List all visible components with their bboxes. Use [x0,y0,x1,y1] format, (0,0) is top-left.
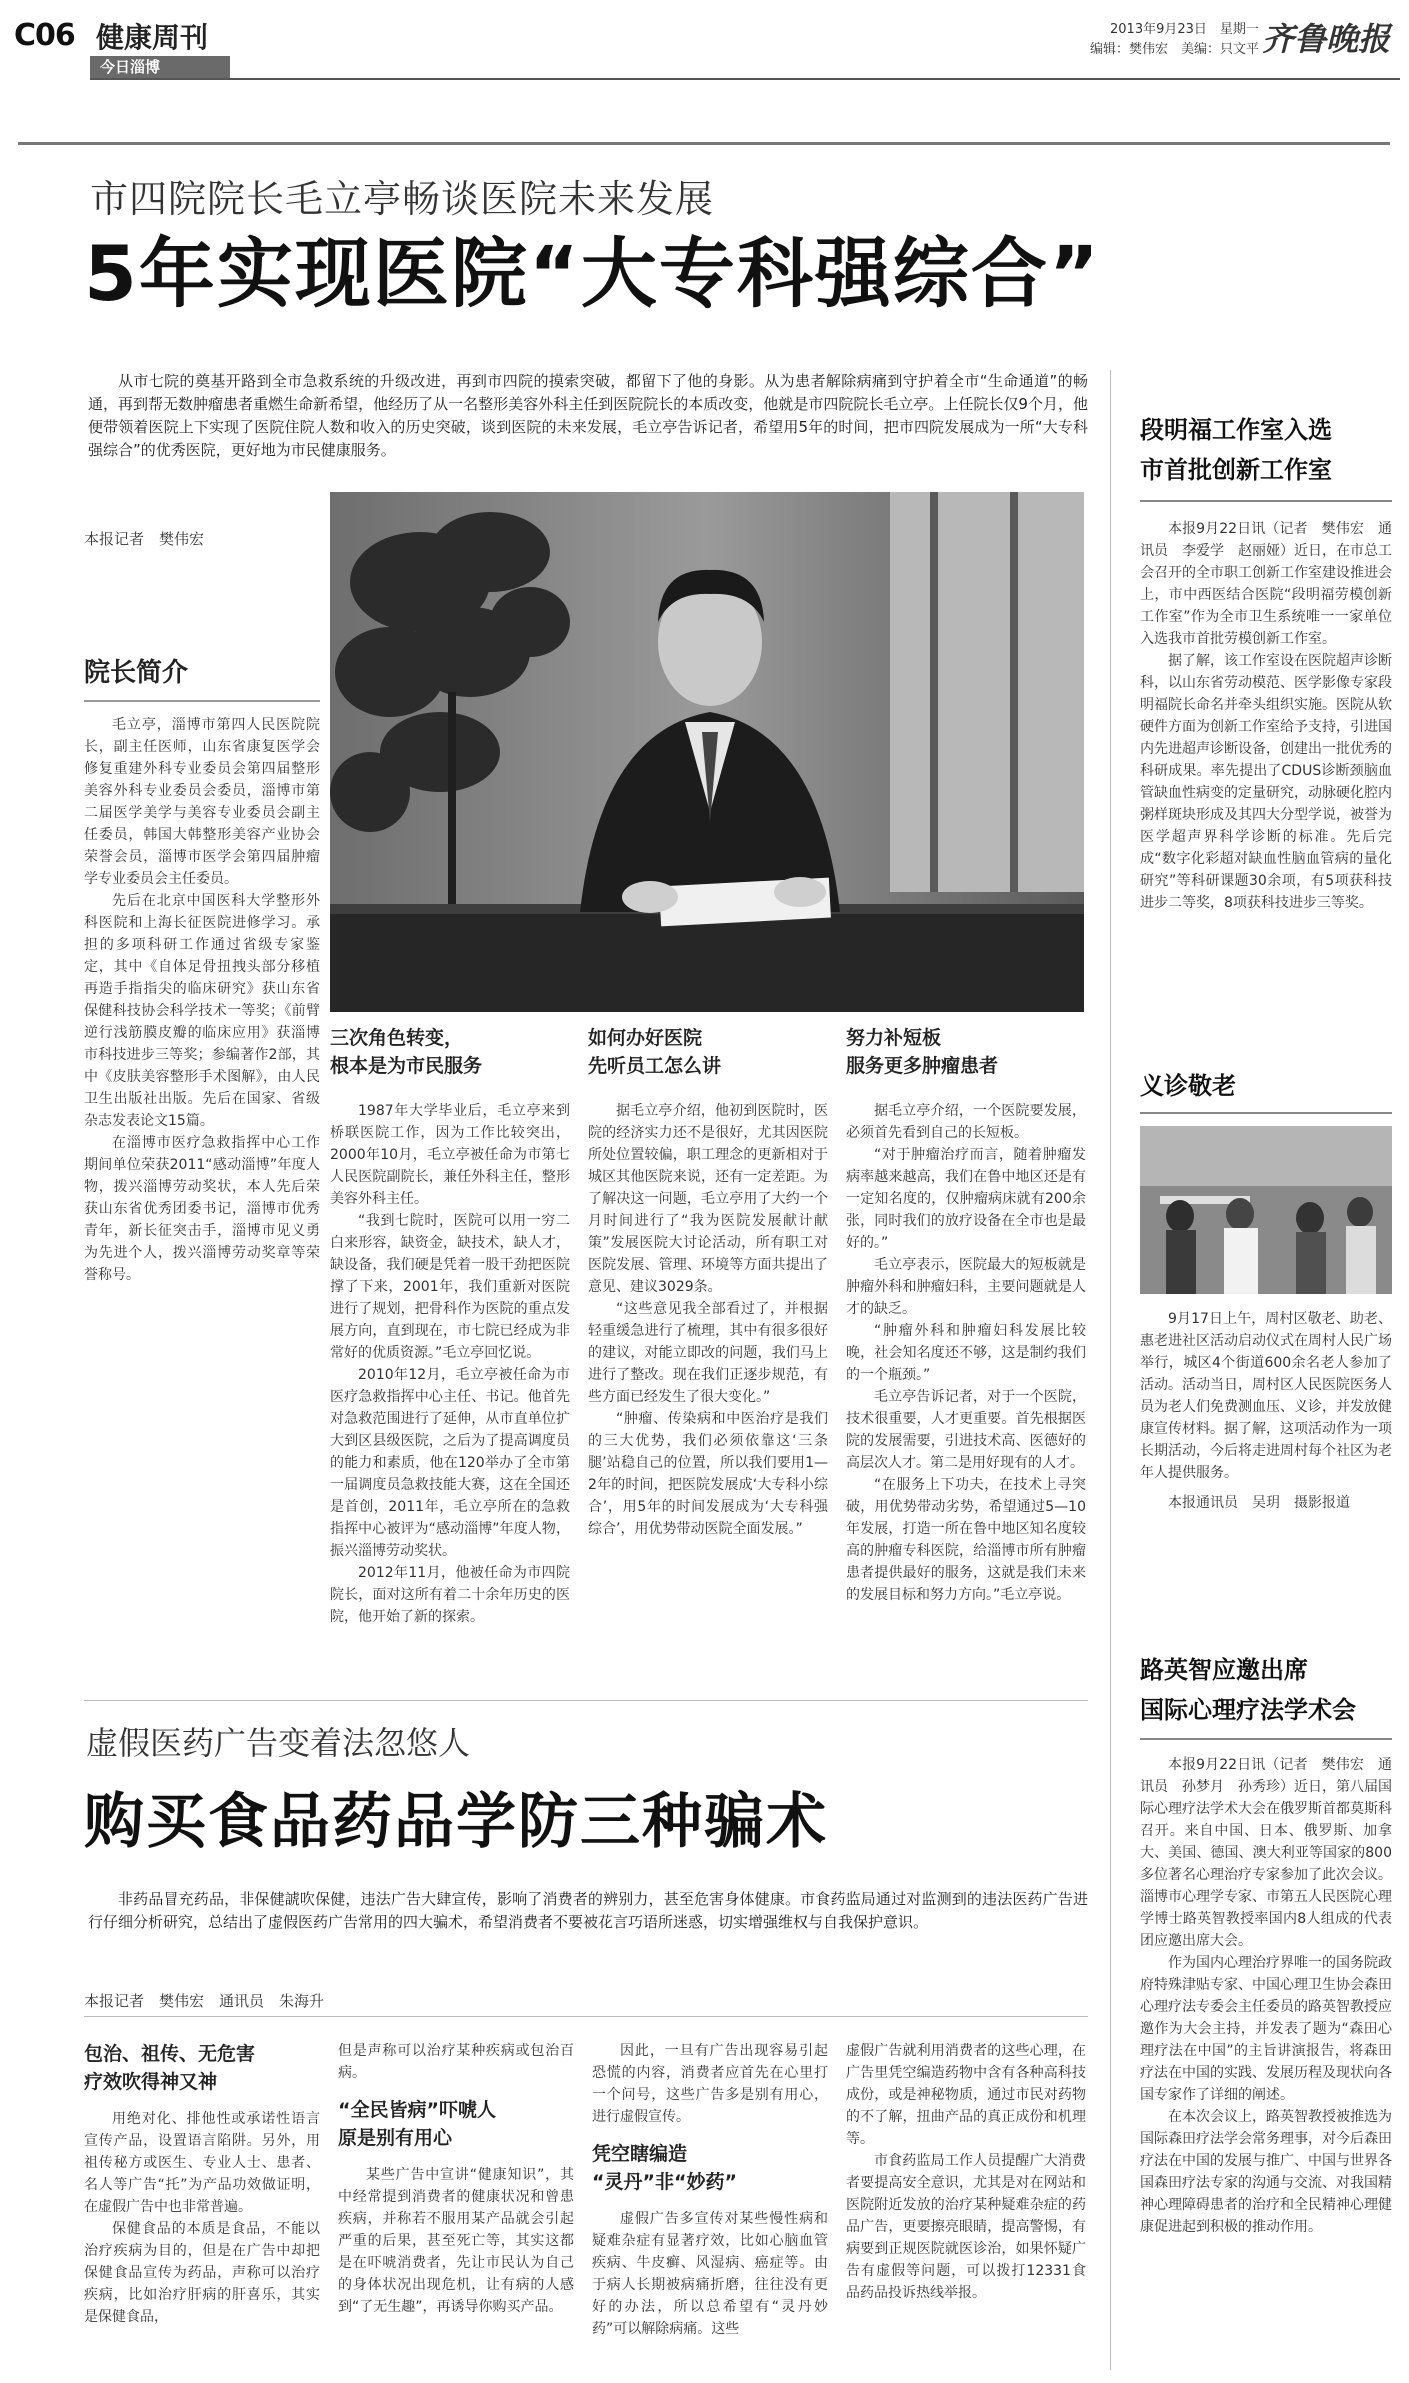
article2-column [592,2040,828,2340]
article1-column [330,1024,570,1628]
profile-paragraph: 在淄博市医疗急救指挥中心工作期间单位荣获2011“感动淄博”年度人物，拨兴淄博劳动奖状，本人先后荣获山东省优秀团委书记，淄博市优秀青年，新长征突击手，淄博市见义勇为先进个人，拨兴淄博劳动奖章等荣誉称号。 [84,1135,320,1283]
sidebar-news-3 [1140,1650,1392,2238]
column-heading: “全民皆病”吓唬人 [338,2099,496,2121]
article2-headline: 购买食品药品学防三种骗术 [84,1787,828,1857]
page-header [0,0,1409,76]
profile-paragraph: 毛立亭，淄博市第四人民医院院长，副主任医师，山东省康复医学会修复重建外科专业委员会第四届整形美容外科专业委员会委员，淄博市第二届医学美学与美容专业委员会副主任委员，韩国大韩整形美容产业协会荣誉会员，淄博市医学会第四届肿瘤学专业委员会主任委员。 [84,717,320,887]
column-paragraph: 1987年大学毕业后，毛立亭来到桥联医院工作，因为工作比较突出，2000年10月，毛立亭被任命为市第七人民医院副院长，兼任外科主任，整形美容外科主任。 [330,1103,570,1207]
column-paragraph: 但是声称可以治疗某种疾病或包治百病。 [338,2043,574,2081]
article1-byline: 本报记者 樊伟宏 [84,530,205,548]
column-paragraph: 用绝对化、排他性或承诺性语言宣传产品，设置语言陷阱。另外，用祖传秘方或医生、专业人士、患者、名人等广告“托”为产品功效做证明，在虚假广告中也非常普遍。 [84,2111,320,2215]
sidebar-title: 路英智应邀出席 [1140,1656,1308,1684]
article1-headline: 5年实现医院“大专科强综合” [84,229,1101,318]
article2-column [338,2040,574,2318]
column-paragraph: “我到七院时，医院可以用一穷二白来形容，缺资金，缺技术，缺人才，缺设备，我们硬是凭着一股干劲把医院撑了下来，2001年，我们重新对医院进行了规划，把骨科作为医院的重点发展方向，直到现在，市七院已经成为非常好的优质资源。”毛立亭回忆说。 [330,1213,570,1361]
sidebar-paragraph: 在本次会议上，路英智教授被推选为国际森田疗法学会常务理事，对今后森田疗法在中国的发展与推广、中国与世界各国森田疗法专家的沟通与交流、对我国精神心理障碍患者的治疗和全民精神心理健康促进起到积极的推动作用。 [1140,2109,1392,2235]
sidebar-paragraph: 本报9月22日讯（记者 樊伟宏 通讯员 李爱学 赵丽娅）近日，在市总工会召开的全市职工创新工作室建设推进会上，市中西医结合医院“段明福劳模创新工作室”作为全市卫生系统唯一一家单位入选我市首批劳模创新工作室。 [1140,521,1392,647]
sidebar-paragraph: 作为国内心理治疗界唯一的国务院政府特殊津贴专家、中国心理卫生协会森田心理疗法专委会主任委员的路英智教授应邀作为大会主持，并发表了题为“森田心理疗法在中国”的主旨讲演报告，将森田疗法在中国的实践、发展历程及现状向各国专家作了详细的阐述。 [1140,1955,1392,2103]
column-paragraph: “肿瘤、传染病和中医治疗是我们的三大优势，我们必须依靠这‘三条腿’站稳自己的位置，所以我们要用1—2年的时间，把医院发展成‘大专科小综合’，用5年的时间发展成为‘大专科强综合’，用优势带动医院全面发展。” [588,1411,828,1537]
column-paragraph: 市食药监局工作人员提醒广大消费者要提高安全意识，尤其是对在网站和医院附近发放的治疗某种疑难杂症的药品广告，更要擦亮眼睛，提高警惕，有病要到正规医院就医诊治，如果怀疑广告有虚假等问题，可以拨打12331食品药品投诉热线举报。 [846,2153,1086,2301]
date-line: 2013年9月23日 星期一 [1110,22,1259,37]
sidebar-rule [1140,1112,1392,1114]
column-paragraph: “在服务上下功夫，在技术上寻突破，用优势带动劣势，希望通过5—10年发展，打造一所在鲁中地区知名度较高的肿瘤专科医院，给淄博市所有肿瘤患者提供最好的服务，这就是我们未来的发展目标和努力方向。”毛立亭说。 [846,1477,1086,1603]
top-rule [18,142,1390,145]
column-heading: 努力补短板 [846,1027,942,1049]
column-heading: 凭空瞎编造 [592,2143,688,2165]
sidebar-divider [1110,370,1111,2370]
editor-line: 编辑：樊伟宏 美编：只文平 [1090,42,1260,57]
column-heading: 如何办好医院 [588,1027,703,1049]
column-subheading: 先听员工怎么讲 [588,1055,722,1077]
article1-kicker: 市四院院长毛立亭畅谈医院未来发展 [90,177,715,221]
profile-paragraph: 先后在北京中国医科大学整形外科医院和上海长征医院进修学习。承担的多项科研工作通过省级专家鉴定，其中《自体足骨扭拽头部分移植再造手指指尖的临床研究》获山东省保健科技协会科学技术一等奖；《前臂逆行浅筋膜皮瓣的临床应用》获淄博市科技进步三等奖；参编著作2部，其中《皮肤美容整形手术图解》，由人民卫生出版社出版。先后在国家、省级杂志发表论文15篇。 [84,893,320,1129]
column-paragraph: 毛立亭表示，医院最大的短板就是肿瘤外科和肿瘤妇科，主要问题就是人才的缺乏。 [846,1257,1086,1317]
page-number: C06 [14,18,75,53]
article1-column [588,1024,828,1540]
portrait-photo-drawing [330,492,1084,1012]
column-paragraph: 2012年11月，他被任命为市四院院长，面对这所有着二十余年历史的医院，他开始了新的探索。 [330,1565,570,1625]
sidebar-title: 国际心理疗法学术会 [1140,1696,1356,1724]
sidebar-news-2 [1140,1066,1392,1514]
column-subheading: “灵丹”非“妙药” [592,2171,737,2193]
portrait-photo [330,492,1084,1012]
article2-lead: 非药品冒充药品，非保健諕吹保健，违法广告大肆宣传，影响了消费者的辨别力，甚至危害身体健康。市食药监局通过对监测到的违法医药广告进行仔细分析研究，总结出了虚假医药广告常用的四大骗术，希望消费者不要被花言巧语所迷惑，切实增强维权与自我保护意识。 [88,1890,1088,1931]
subsection-bar [90,56,230,78]
profile-rule [84,700,320,702]
sidebar-title: 义诊敬老 [1140,1072,1236,1100]
sidebar-title: 市首批创新工作室 [1140,456,1332,484]
sidebar-rule [1140,500,1392,502]
column-paragraph: “肿瘤外科和肿瘤妇科发展比较晚，社会知名度还不够，这是制约我们的一个瓶颈。” [846,1323,1086,1383]
profile-title: 院长简介 [84,658,189,688]
column-paragraph: 据毛立亭介绍，他初到医院时，医院的经济实力还不是很好，尤其因医院所处位置较偏，职工理念的更新相对于城区其他医院来说，还有一定差距。为了解决这一问题，毛立亭用了大约一个月时间进行了“我为医院发展献计献策”发展医院大讨论活动，所有职工对医院发展、管理、环境等方面共提出了意见、建议3029条。 [588,1103,828,1295]
subsection-label: 今日淄博 [100,58,161,76]
sidebar-paragraph: 9月17日上午，周村区敬老、助老、惠老进社区活动启动仪式在周村人民广场举行，城区4个街道600余名老人参加了活动。活动当日，周村区人民医院医务人员为老人们免费测血压、义诊，并发放健康宣传材料。据了解，这项活动作为一项长期活动，今后将走进周村每个社区为老年人提供服务。 [1140,1311,1392,1481]
article2-byline-rule [84,2016,1088,2017]
column-paragraph: 因此，一旦有广告出现容易引起恐慌的内容，消费者应首先在心里打一个问号，这些广告多是别有用心，进行虚假宣传。 [592,2043,828,2125]
column-subheading: 服务更多肿瘤患者 [846,1055,999,1077]
photo-credit: 本报通讯员 吴玥 摄影报道 [1168,1495,1350,1511]
column-subheading: 疗效吹得神又神 [84,2071,218,2093]
profile-text [84,714,320,1286]
column-paragraph: “这些意见我全部看过了，并根据轻重缓急进行了梳理，其中有很多很好的建议，对能立即改的问题，我们马上进行了整改。现在我们正逐步规范，有些方面已经发生了很大变化。” [588,1301,828,1405]
column-paragraph: 保健食品的本质是食品，不能以治疗疾病为目的，但是在广告中却把保健食品宣传为药品，声称可以治疗疾病，比如治疗肝病的肝喜乐，其实是保健食品， [84,2221,320,2325]
elderly-clinic-photo [1140,1126,1392,1294]
sidebar-rule [1140,1738,1392,1740]
sidebar-title: 段明福工作室入选 [1140,416,1332,444]
sidebar-paragraph: 据了解，该工作室设在医院超声诊断科，以山东省劳动模范、医学影像专家段明福院长命名并牵头组织实施。医院从软硬件方面为创新工作室给予支持，引进国内先进超声诊断设备，创建出一批优秀的科研成果。率先提出了CDUS诊断颈脑血管缺血性病变的定量研究，动脉硬化腔内粥样斑块形成及其四大分型学说，被誉为医学超声界科学诊断的标准。先后完成“数字化彩超对缺血性脑血管病的量化研究”等科研课题30余项，有5项获科技进步二等奖，8项获科技进步三等奖。 [1140,653,1392,911]
article2-column [84,2040,320,2328]
column-heading: 包治、祖传、无危害 [84,2043,256,2065]
article2-kicker: 虚假医药广告变着法忽悠人 [86,1724,471,1762]
elderly-clinic-photo-drawing [1140,1126,1392,1294]
section-title: 健康周刊 [96,21,209,54]
column-paragraph: 毛立亭告诉记者，对于一个医院，技术很重要，人才更重要。首先根据医院的发展需要，引进技术高、医德好的高层次人才。第二是用好现有的人才。 [846,1389,1086,1471]
column-paragraph: “对于肿瘤治疗而言，随着肿瘤发病率越来越高，我们在鲁中地区还是有一定知名度的，仅肿瘤病床就有200余张，同时我们的放疗设备在全市也是最好的。” [846,1147,1086,1251]
column-subheading: 原是别有用心 [338,2127,453,2149]
masthead-logo: 齐鲁晚报 [1262,20,1391,58]
column-paragraph: 虚假广告多宣传对某些慢性病和疑难杂症有显著疗效，比如心脑血管疾病、牛皮癣、风湿病、癌症等。由于病人长期被病痛折磨，往往没有更好的办法，所以总希望有“灵丹妙药”可以解除病痛。这些 [592,2211,828,2337]
article2-top-rule [84,1700,1088,1701]
column-paragraph: 虚假广告就利用消费者的这些心理，在广告里凭空编造药物中含有各种高科技成份，或是神秘物质，通过市民对药物的不了解，扭曲产品的真正成份和机理等。 [846,2043,1086,2147]
article1-column [846,1024,1086,1606]
article2-byline: 本报记者 樊伟宏 通讯员 朱海升 [84,1992,325,2010]
sidebar-paragraph: 本报9月22日讯（记者 樊伟宏 通讯员 孙梦月 孙秀珍）近日，第八届国际心理疗法学术大会在俄罗斯首都莫斯科召开。来自中国、日本、俄罗斯、加拿大、美国、德国、澳大利亚等国家的800多位著名心理治疗专家参加了此次会议。淄博市心理学专家、市第五人民医院心理学博士路英智教授率国内8人组成的代表团应邀出席大会。 [1140,1757,1392,1949]
column-paragraph: 据毛立亭介绍，一个医院要发展，必须首先看到自己的长短板。 [846,1103,1086,1141]
column-paragraph: 2010年12月，毛立亭被任命为市医疗急救指挥中心主任、书记。他首先对急救范围进行了延伸，从市直单位扩大到区县级医院，之后为了提高调度员的能力和素质，他在120举办了全市第一届调度员急救技能大赛，这在全国还是首创，2011年，毛立亭所在的急救指挥中心被评为“感动淄博”年度人物，振兴淄博劳动奖状。 [330,1367,570,1559]
sidebar-news-1 [1140,410,1392,914]
article1-lead: 从市七院的奠基开路到全市急救系统的升级改进，再到市四院的摸索突破，都留下了他的身影。从为患者解除病痛到守护着全市“生命通道”的畅通，再到帮无数肿瘤患者重燃生命新希望，他经历了从一名整形美容外科主任到医院院长的本质改变，他就是市四院院长毛立亭。上任院长仅9个月，他便带领着医院上下实现了医院住院人数和收入的历史突破，谈到医院的未来发展，毛立亭告诉记者，希望用5年的时间，把市四院发展成为一所“大专科强综合”的优秀医院，更好地为市民健康服务。 [88,372,1088,459]
column-paragraph: 某些广告中宣讲“健康知识”，其中经常提到消费者的健康状况和曾患疾病，并称若不服用某产品就会引起严重的后果，甚至死亡等，其实这都是在吓唬消费者，先让市民认为自己的身体状况出现危机，让有病的人感到“了无生趣”，再诱导你购买产品。 [338,2167,574,2315]
article2-column [846,2040,1086,2304]
column-heading: 三次角色转变， [330,1027,464,1049]
column-subheading: 根本是为市民服务 [330,1055,483,1077]
header-rule [90,78,1400,80]
